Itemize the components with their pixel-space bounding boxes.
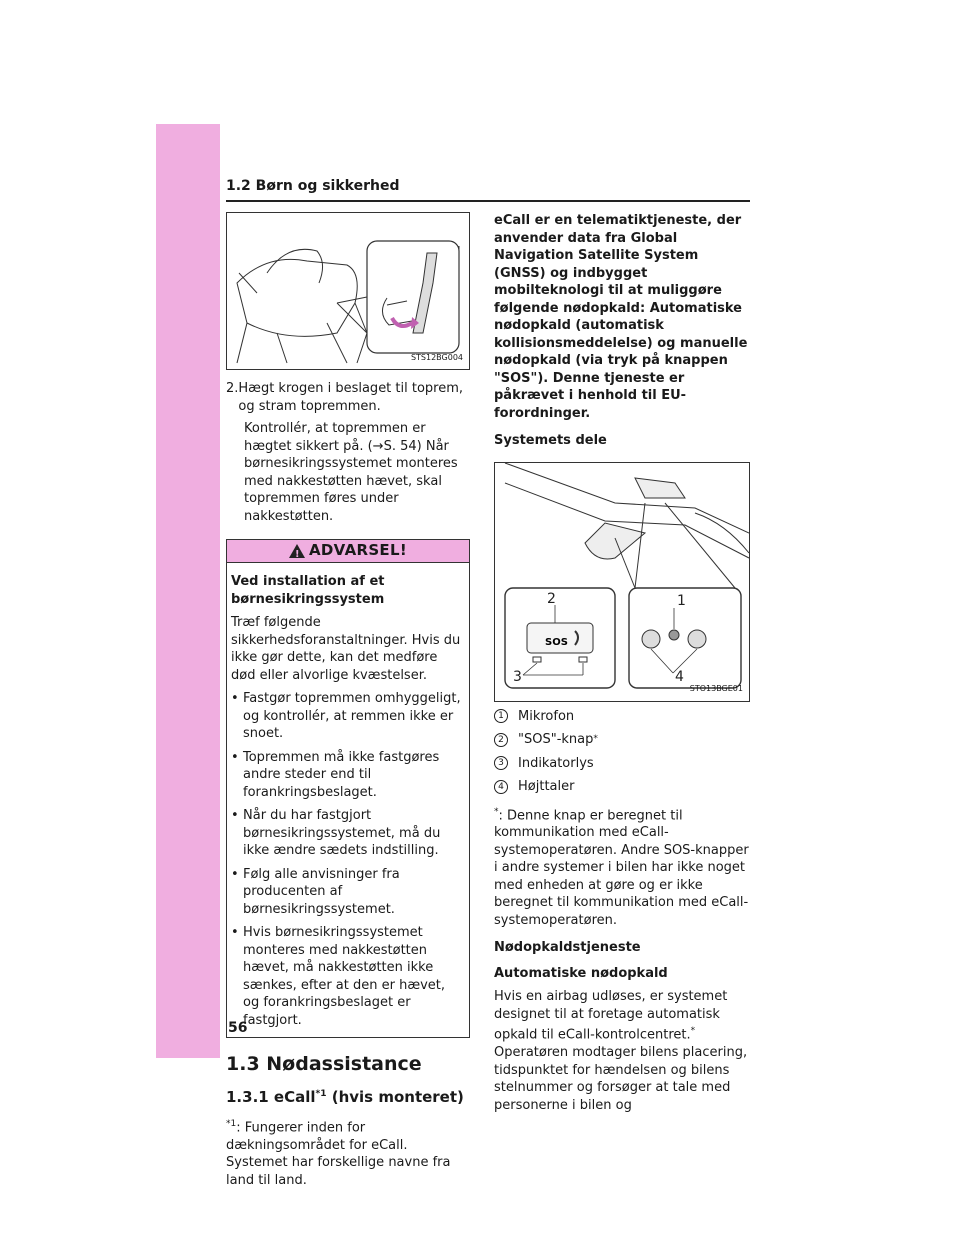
parts-heading: Systemets dele <box>494 433 607 448</box>
subsection-title: 1.3.1 eCall <box>226 1087 316 1106</box>
section-heading: 1.3 Nødassistance <box>226 1053 422 1075</box>
footnote-marker: *1 <box>315 1088 327 1099</box>
step-2 <box>226 380 470 415</box>
figure-caption: STO13BGE01 <box>689 684 743 693</box>
right-column <box>494 212 750 1114</box>
sos-label: SOS <box>545 636 568 648</box>
warning-body <box>227 563 469 1037</box>
section-title: 1.2 Børn og sikkerhed <box>226 178 400 194</box>
step-number: 2. <box>226 381 239 396</box>
callout-4: 4 <box>675 668 684 685</box>
legend-number: 2 <box>494 733 508 747</box>
legend-number: 3 <box>494 756 508 770</box>
warning-title: ADVARSEL! <box>309 541 407 560</box>
figure-ecall-parts <box>494 462 750 702</box>
legend-item <box>494 731 750 749</box>
callout-2: 2 <box>547 590 556 607</box>
left-column <box>226 212 470 1189</box>
service-heading: Nødopkaldstjeneste <box>494 940 641 956</box>
footnote-marker: * <box>690 1026 696 1037</box>
legend-number: 4 <box>494 780 508 794</box>
footnote <box>226 1116 470 1189</box>
auto-text-b: Operatøren modtager bilens placering, tidspunktet for hændelsen og bilens stelnummer og forsøger at tale med personerne i bilen og <box>494 1045 748 1113</box>
auto-text <box>494 988 750 1114</box>
section-header <box>226 178 750 194</box>
warning-bullet: • Fastgør topremmen omhyggeligt, og kontrollér, at remmen ikke er snoet. <box>231 690 463 743</box>
step-text-detail: Kontrollér, at topremmen er hægtet sikkert på. (→S. 54) Når børnesikringssystemet monteres med nakkestøtten hævet, skal topremmen føres under nakkestøtten. <box>244 421 458 524</box>
callout-1: 1 <box>677 592 686 609</box>
footnote-marker: * <box>593 734 598 744</box>
warning-bullet: • Hvis børnesikringssystemet monteres med nakkestøtten hævet, må nakkestøtten ikke sænkes, efter at den er hævet, og forankringsbeslaget er fastgjort. <box>231 924 463 1029</box>
footnote-marker: *1 <box>226 1119 237 1129</box>
legend-text: Indikatorlys <box>518 755 594 771</box>
legend-text: "SOS"-knap <box>518 732 594 747</box>
top-tether-illustration <box>227 213 469 369</box>
subsection-suffix: (hvis monteret) <box>326 1087 464 1106</box>
bullet-text: Topremmen må ikke fastgøres andre steder end til forankringsbeslaget. <box>243 749 440 800</box>
header-rule <box>226 200 750 202</box>
ecall-parts-illustration <box>495 463 749 701</box>
auto-heading: Automatiske nødopkald <box>494 965 668 981</box>
legend-text: Højttaler <box>518 779 575 794</box>
auto-text-a: Hvis en airbag udløses, er systemet designet til at foretage automatisk opkald til eCall-kontrolcentret. <box>494 989 728 1043</box>
footnote-text: : Fungerer inden for dækningsområdet for eCall. Systemet har forskellige navne fra land til land. <box>226 1120 451 1188</box>
footnote-marker: * <box>494 806 499 817</box>
warning-subtitle: Ved installation af et børnesikringssystem <box>231 574 385 607</box>
legend-item <box>494 778 750 796</box>
warning-icon <box>289 544 305 558</box>
legend-item <box>494 755 750 773</box>
figure-caption: STS12BG004 <box>410 352 463 362</box>
warning-box <box>226 539 470 1038</box>
page-number: 56 <box>228 1020 248 1036</box>
warning-bullet: • Følg alle anvisninger fra producenten af børnesikringssystemet. <box>231 866 463 919</box>
parts-legend <box>494 708 750 796</box>
warning-header <box>227 540 469 563</box>
bullet-text: Når du har fastgjort børnesikringssystemet, må du ikke ændre sædets indstilling. <box>243 808 441 858</box>
legend-item <box>494 708 750 726</box>
legend-number: 1 <box>494 709 508 723</box>
sos-note <box>494 804 750 930</box>
figure-top-tether <box>226 212 470 370</box>
subsection-heading <box>226 1086 470 1107</box>
warning-bullet: • Topremmen må ikke fastgøres andre steder end til forankringsbeslaget. <box>231 749 463 802</box>
intro-text: eCall er en telematiktjeneste, der anvender data fra Global Navigation Satellite System (GNSS) og indbygget mobilteknologi til at muliggøre følgende nødopkald: Automatiske nødopkald (automatisk kollisionsmeddelelse) og manuelle nødopkald (via tryk på knappen "SOS"). Denne tjeneste er påkrævet i henhold til EU-forordninger. <box>494 213 748 421</box>
warning-bullet: • Når du har fastgjort børnesikringssystemet, må du ikke ændre sædets indstilling. <box>231 807 463 860</box>
bullet-text: Fastgør topremmen omhyggeligt, og kontrollér, at remmen ikke er snoet. <box>243 691 461 741</box>
bullet-text: Hvis børnesikringssystemet monteres med nakkestøtten hævet, må nakkestøtten ikke sænkes, efter at den er hævet, og forankringsbeslaget er fastgjort. <box>243 925 446 1028</box>
callout-3: 3 <box>513 668 522 685</box>
step-text: Hægt krogen i beslaget til toprem, og stram topremmen. <box>238 381 464 414</box>
note-text: : Denne knap er beregnet til kommunikation med eCall-systemoperatøren. Andre SOS-knapper i andre systemer i bilen har ikke noget med enheden at gøre og er ikke beregnet til kommunikation med eCall-systemoperatøren. <box>494 807 749 928</box>
legend-text: Mikrofon <box>518 708 575 724</box>
bullet-text: Følg alle anvisninger fra producenten af børnesikringssystemet. <box>243 866 400 917</box>
sidebar-tab <box>156 124 220 1058</box>
warning-intro: Træf følgende sikkerhedsforanstaltninger. Hvis du ikke gør dette, kan det medføre død eller alvorlige kvæstelser. <box>231 615 461 683</box>
